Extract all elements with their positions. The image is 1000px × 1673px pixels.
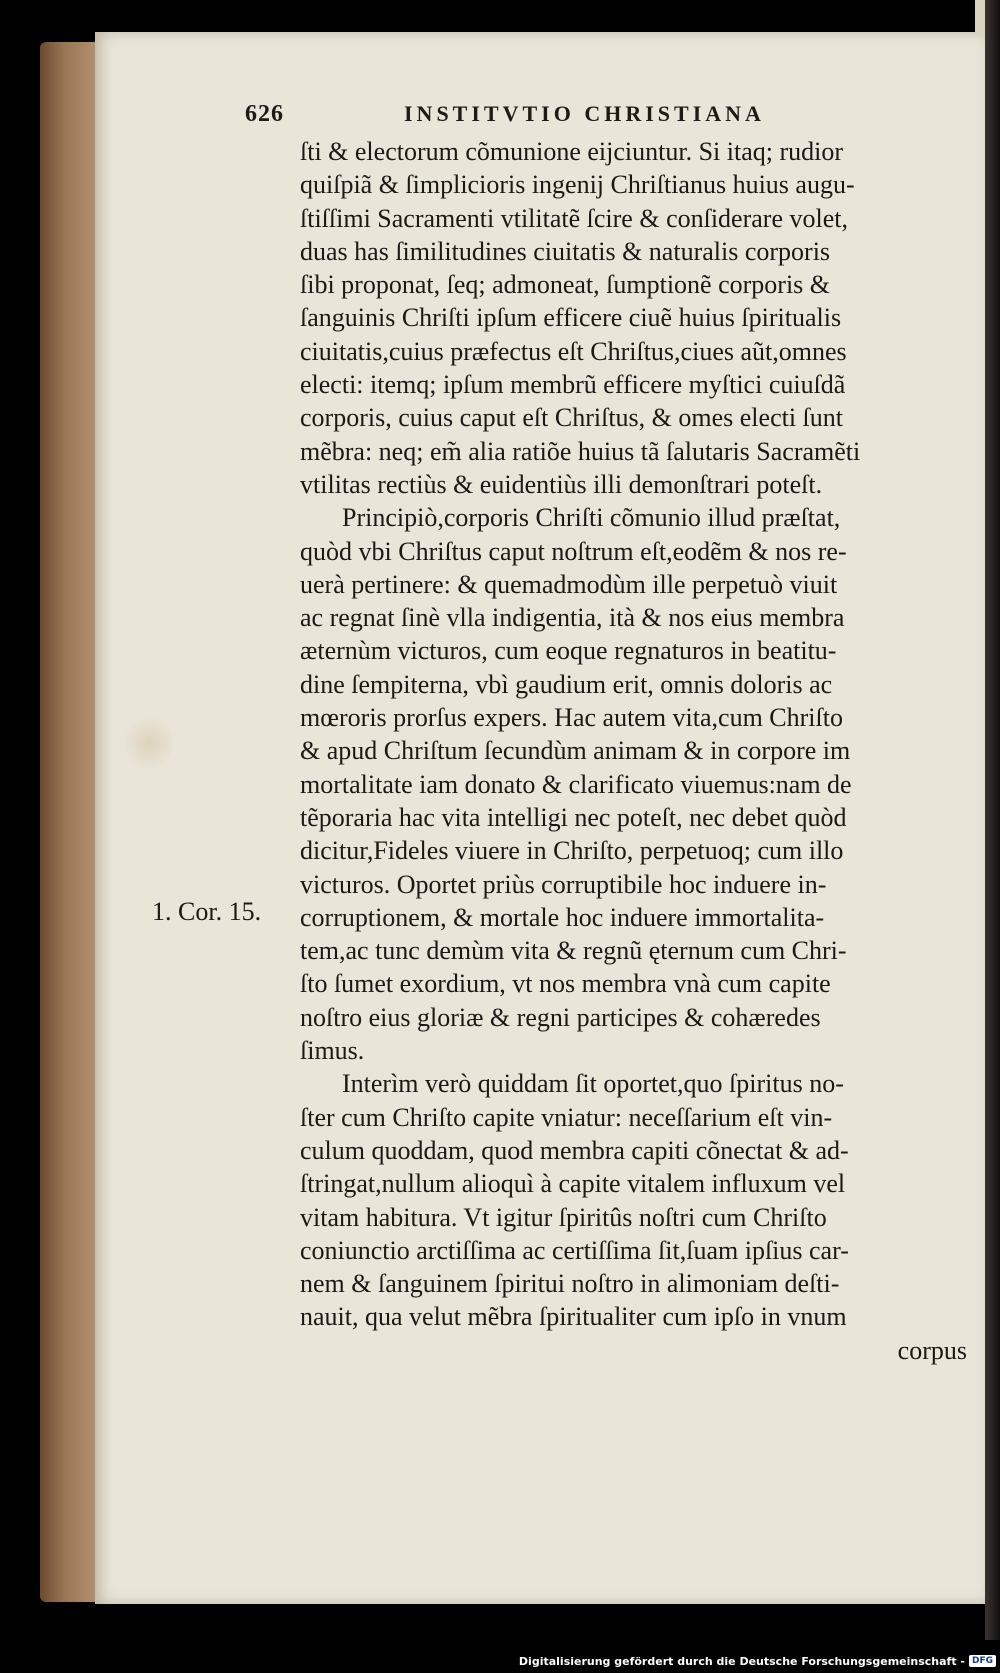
text-line: victuros. Oportet priùs corruptibile hoc induere in-: [300, 869, 827, 899]
text-line: mœroris prorſus expers. Hac autem vita,cum Chriſto: [300, 703, 843, 733]
text-line: quiſpiã & ſimplicioris ingenij Chriſtianus huius augu-: [300, 170, 855, 200]
text-line: nauit, qua velut mẽbra ſpiritualiter cum ipſo in vnum: [300, 1302, 847, 1332]
text-line: ſanguinis Chriſti ipſum efficere ciuẽ huius ſpiritualis: [300, 303, 842, 333]
text-line: culum quoddam, quod membra capiti cõnectat & ad-: [300, 1135, 849, 1165]
text-line: vtilitas rectiùs & euidentiùs illi demonſtrari poteſt.: [300, 469, 823, 499]
text-line: uerà pertinere: & quemadmodùm ille perpetuò viuit: [300, 569, 838, 599]
text-line: mortalitate iam donato & clarificato viuemus:nam de: [300, 769, 852, 799]
text-line: ſimus.: [300, 1036, 365, 1066]
text-line: corruptionem, & mortale hoc induere immortalita-: [300, 902, 825, 932]
body-text: [300, 135, 975, 1367]
text-line: coniunctio arctiſſima ac certiſſima ſit,ſuam ipſius car-: [300, 1235, 849, 1265]
text-line: ſto ſumet exordium, vt nos membra vnà cum capite: [300, 969, 831, 999]
running-title: INSTITVTIO CHRISTIANA: [404, 101, 765, 126]
text-line: corporis, cuius caput eſt Chriſtus, & omes electi ſunt: [300, 403, 844, 433]
text-line: ſtringat,nullum alioquì à capite vitalem influxum vel: [300, 1169, 846, 1199]
book-gutter: [985, 0, 1000, 1640]
text-line: quòd vbi Chriſtus caput noſtrum eſt,eodẽm & nos re-: [300, 536, 847, 566]
text-line: tẽporaria hac vita intelligi nec poteſt, nec debet quòd: [300, 802, 847, 832]
text-line: dicitur,Fideles viuere in Chriſto, perpetuoq; cum illo: [300, 836, 844, 866]
text-line: æternùm victuros, cum eoque regnaturos in beatitu-: [300, 636, 837, 666]
dfg-logo: DFG: [969, 1655, 996, 1667]
text-line: ac regnat ſinè vlla indigentia, ità & nos eius membra: [300, 603, 845, 633]
text-line: vitam habitura. Vt igitur ſpiritûs noſtri cum Chriſto: [300, 1202, 827, 1232]
catchword: corpus: [897, 1335, 967, 1365]
margin-note: 1. Cor. 15.: [152, 897, 262, 926]
running-head: [245, 94, 945, 134]
text-line: noſtro eius gloriæ & regni participes & cohæredes: [300, 1002, 821, 1032]
text-line: ſti & electorum cõmunione eijciuntur. Si itaq; rudior: [300, 137, 844, 166]
paragraph-start-line: Principiò,corporis Chriſti cõmunio illud præſtat,: [342, 503, 841, 533]
text-line: ſibi proponat, ſeq; admoneat, ſumptionẽ corporis &: [300, 270, 831, 300]
credit-text: Digitalisierung gefördert durch die Deutsche Forschungsgemeinschaft -: [518, 1654, 965, 1668]
text-line: tem,ac tunc demùm vita & regnũ ęternum cum Chri-: [300, 936, 847, 966]
text-line: electi: itemq; ipſum membrũ efficere myſtici cuiuſdã: [300, 370, 846, 400]
text-line: & apud Chriſtum ſecundùm animam & in corpore im: [300, 736, 851, 766]
text-line: ſter cum Chriſto capite vniatur: neceſſarium eſt vin-: [300, 1102, 833, 1132]
text-line: dine ſempiterna, vbì gaudium erit, omnis doloris ac: [300, 669, 833, 699]
text-line: nem & ſanguinem ſpiritui noſtro in alimoniam deſti-: [300, 1269, 840, 1299]
text-line: mẽbra: neq; em̃ alia ratiõe huius tã ſalutaris Sacramẽti: [300, 436, 861, 466]
paragraph-start-line: Interìm verò quiddam ſit oportet,quo ſpiritus no-: [342, 1069, 844, 1099]
text-line: ciuitatis,cuius præfectus eſt Chriſtus,ciues aũt,omnes: [300, 336, 847, 366]
book-edge: [40, 42, 100, 1602]
text-line: duas has ſimilitudines ciuitatis & naturalis corporis: [300, 236, 831, 266]
digitization-credit: [519, 1652, 996, 1670]
page-number: 626: [245, 100, 284, 127]
text-line: ſtiſſimi Sacramenti vtilitatẽ ſcire & conſiderare volet,: [300, 203, 848, 233]
paper-stain: [125, 712, 173, 774]
